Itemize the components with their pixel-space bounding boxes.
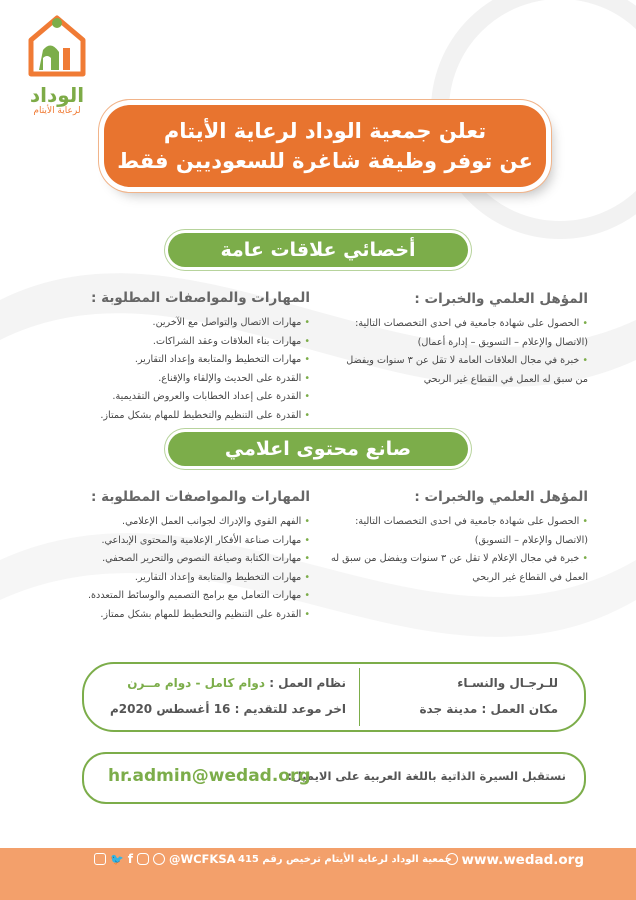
work-schedule bbox=[127, 676, 346, 690]
work-schedule-label: نظام العمل : bbox=[265, 676, 346, 690]
list-item: • مهارات صناعة الأفكار الإعلامية والمحتوى الإبداعي. bbox=[48, 532, 310, 551]
list-item: • خبرة في مجال الإعلام لا تقل عن ٣ سنوات ويفضل من سبق له bbox=[338, 550, 588, 569]
twitter-icon[interactable]: 🐦 bbox=[110, 852, 124, 866]
announcement-banner bbox=[104, 105, 546, 187]
snapchat-icon[interactable] bbox=[153, 853, 165, 865]
list-item: (الاتصال والإعلام – التسويق) bbox=[474, 534, 588, 546]
job-title-media-content-creator: صانع محتوى اعلامي bbox=[168, 432, 468, 466]
job1-qualifications bbox=[338, 291, 588, 389]
list-item: • الحصول على شهادة جامعية في احدى التخصصات التالية: bbox=[338, 513, 588, 532]
application-deadline bbox=[110, 702, 346, 716]
job1-skills bbox=[48, 290, 310, 425]
list-item: • مهارات التخطيط والمتابعة وإعداد التقارير. bbox=[48, 569, 310, 588]
list-item: • القدرة على إعداد الخطابات والعروض التقديمية. bbox=[48, 388, 310, 407]
info-divider bbox=[359, 668, 360, 726]
logo-tagline: لرعاية الأيتام bbox=[33, 106, 81, 116]
list-item: • مهارات بناء العلاقات وعقد الشراكات. bbox=[48, 333, 310, 352]
work-location-label: مكان العمل : bbox=[477, 702, 558, 716]
list-item: (الاتصال والإعلام – التسويق – إدارة أعمال) bbox=[417, 336, 588, 348]
social-bar bbox=[94, 852, 236, 866]
website-text: www.wedad.org bbox=[461, 852, 584, 868]
gender-label: للـرجـال والنسـاء bbox=[457, 676, 558, 690]
job2-skills-heading: المهارات والمواصفات المطلوبة : bbox=[91, 489, 310, 505]
wedad-logo bbox=[14, 14, 100, 117]
job2-qual-heading: المؤهل العلمي والخبرات : bbox=[414, 489, 588, 505]
job1-qual-heading: المؤهل العلمي والخبرات : bbox=[414, 291, 588, 307]
email-box bbox=[82, 752, 586, 804]
list-item: • مهارات التخطيط والمتابعة وإعداد التقارير. bbox=[48, 351, 310, 370]
list-item: من سبق له العمل في القطاع غير الربحي bbox=[423, 373, 588, 385]
social-handle[interactable]: @WCFKSA bbox=[168, 852, 236, 866]
job2-qualifications bbox=[331, 489, 588, 587]
list-item: • الحصول على شهادة جامعية في احدى التخصصات التالية: bbox=[338, 315, 588, 334]
job2-skills bbox=[48, 489, 310, 624]
list-item: • خبرة في مجال العلاقات العامة لا تقل عن ٣ سنوات ويفضل bbox=[338, 352, 588, 371]
footer-bar bbox=[0, 848, 636, 900]
email-instruction: نستقبل السيرة الذاتية باللغة العربية على الايميل: bbox=[287, 769, 566, 783]
job-info-box bbox=[82, 662, 586, 732]
instagram-icon[interactable] bbox=[94, 853, 106, 865]
job1-skills-heading: المهارات والمواصفات المطلوبة : bbox=[91, 290, 310, 306]
list-item: • مهارات التعامل مع برامج التصميم والوسائط المتعددة. bbox=[48, 587, 310, 606]
email-address-link[interactable]: hr.admin@wedad.org bbox=[108, 766, 311, 786]
announcement-line-2: عن توفر وظيفة شاغرة للسعوديين فقط bbox=[117, 149, 533, 173]
list-item: • القدرة على التنظيم والتخطيط للمهام بشكل ممتاز. bbox=[48, 606, 310, 625]
license-text: جمعية الوداد لرعاية الأيتام ترخيص رقم 415 bbox=[238, 854, 452, 865]
work-location-value: مدينة جدة bbox=[419, 702, 478, 716]
youtube-icon[interactable] bbox=[137, 853, 149, 865]
list-item: العمل في القطاع غير الربحي bbox=[472, 571, 588, 583]
list-item: • القدرة على التنظيم والتخطيط للمهام بشكل ممتاز. bbox=[48, 407, 310, 426]
list-item: • الفهم القوي والإدراك لجوانب العمل الإعلامي. bbox=[48, 513, 310, 532]
facebook-icon[interactable]: f bbox=[127, 852, 133, 866]
work-schedule-value: دوام كامل - دوام مــرن bbox=[127, 676, 266, 690]
announcement-line-1: تعلن جمعية الوداد لرعاية الأيتام bbox=[163, 119, 487, 143]
job-title-pr-specialist: أخصائي علاقات عامة bbox=[168, 233, 468, 267]
list-item: • مهارات الاتصال والتواصل مع الآخرين. bbox=[48, 314, 310, 333]
deadline-label: اخر موعد للتقديم : bbox=[230, 702, 346, 716]
deadline-value: 16 أغسطس 2020م bbox=[109, 702, 231, 716]
list-item: • مهارات الكتابة وصياغة النصوص والتحرير الصحفي. bbox=[48, 550, 310, 569]
work-location bbox=[419, 702, 558, 716]
list-item: • القدرة على الحديث والإلقاء والإقناع. bbox=[48, 370, 310, 389]
website-link[interactable] bbox=[446, 852, 584, 868]
logo-name: الوداد bbox=[29, 83, 85, 107]
logo-house-icon bbox=[27, 14, 87, 78]
